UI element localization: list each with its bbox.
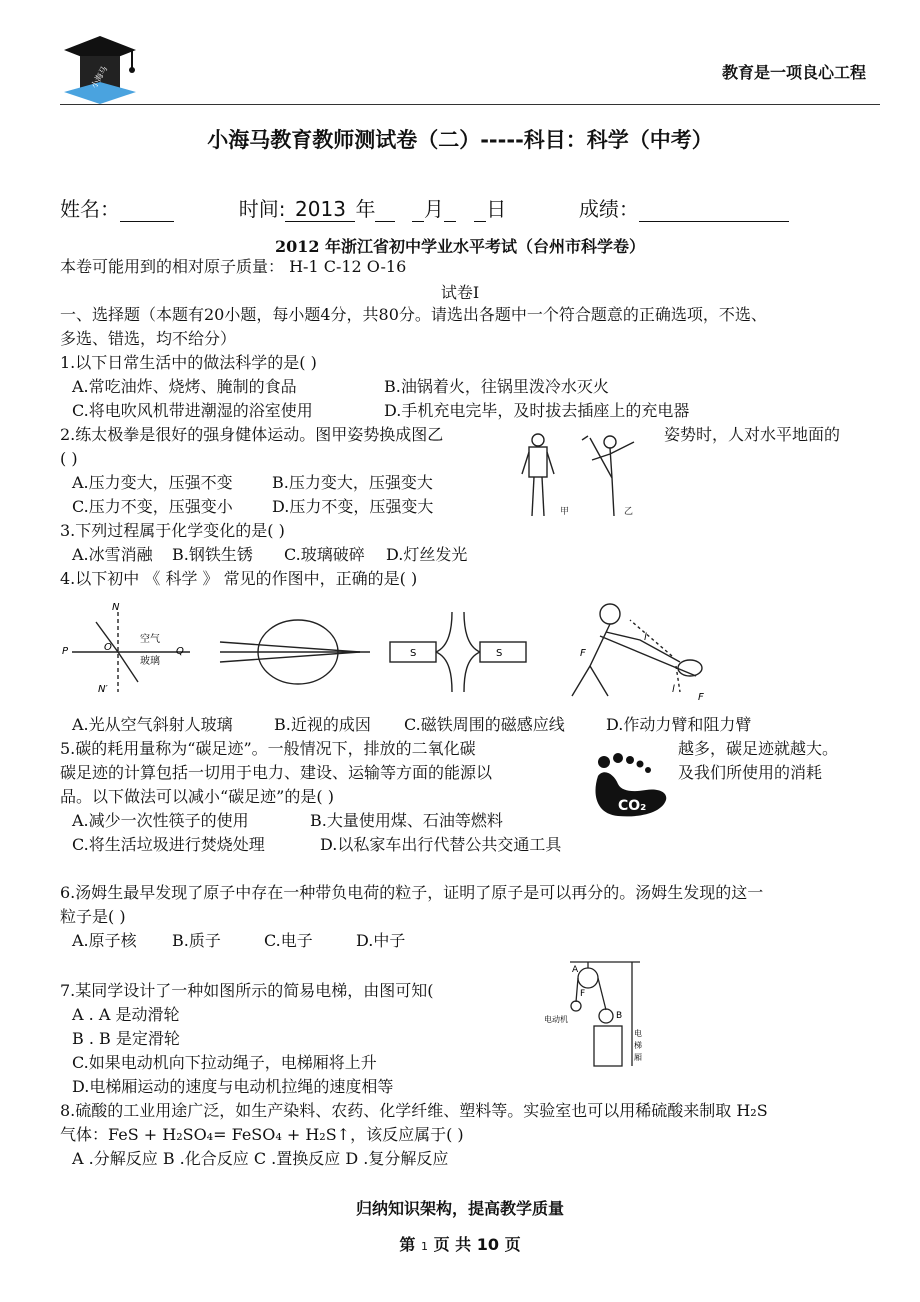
exam-subtitle: 2012 年浙江省初中学业水平考试（台州市科学卷） [274, 237, 646, 256]
q4-option-d[interactable]: D.作动力臂和阻力臂 [606, 715, 752, 734]
section1-instructions-cont: 多选、错选，均不给分） [60, 329, 237, 348]
q5-stem-2-cont: 及我们所使用的消耗 [678, 763, 823, 782]
name-label: 姓名： [60, 197, 120, 221]
page-prefix: 第 [399, 1235, 416, 1254]
q2-option-d[interactable]: D.压力不变，压强变大 [272, 497, 434, 516]
q4-fig-air: 空气 [140, 634, 160, 645]
q2-option-a[interactable]: A.压力变大，压强不变 [72, 473, 233, 492]
q6-option-b[interactable]: B.质子 [172, 931, 221, 950]
q2-figure [512, 430, 652, 530]
q7-fig-cabin-3: 厢 [634, 1053, 642, 1062]
q7-fig-motor: 电动机 [544, 1015, 568, 1024]
q4-fig-s2: S [496, 648, 503, 659]
q7-fig-f: F [580, 989, 586, 999]
q5-option-b[interactable]: B.大量使用煤、石油等燃料 [310, 811, 503, 830]
score-label: 成绩： [578, 197, 639, 221]
q4-fig-n: N [112, 602, 120, 613]
q1-option-b[interactable]: B.油锅着火，往锅里泼冷水灭火 [384, 377, 609, 396]
logo [60, 32, 140, 110]
page-number [0, 1232, 920, 1255]
q4-option-b[interactable]: B.近视的成因 [274, 715, 371, 734]
q4-fig-o: O [104, 642, 112, 653]
q2-stem: 2.练太极拳是很好的强身健体运动。图甲姿势换成图乙 [60, 425, 444, 444]
year-field[interactable]: 2013 [285, 197, 355, 222]
month-label: 月 [423, 197, 444, 221]
year-label: 年 [355, 197, 376, 221]
q4-fig-p: P [62, 646, 69, 657]
info-row [60, 193, 789, 222]
q1-option-c[interactable]: C.将电吹风机带进潮湿的浴室使用 [72, 401, 313, 420]
q2-option-b[interactable]: B.压力变大，压强变大 [272, 473, 433, 492]
q8-equation: 气体：FeS + H₂SO₄= FeSO₄ + H₂S↑，该反应属于( ) [60, 1125, 464, 1144]
page-mid: 页 共 [433, 1235, 472, 1254]
q4-fig-n2: N′ [98, 684, 108, 695]
q5-stem-cont: 越多，碳足迹就越大。 [678, 739, 839, 758]
q6-stem: 6.汤姆生最早发现了原子中存在一种带负电荷的粒子，证明了原子是可以再分的。汤姆生发现的这一 [60, 883, 764, 902]
score-field[interactable] [639, 197, 789, 222]
footprint-label: CO₂ [618, 798, 647, 814]
q7-option-d[interactable]: D.电梯厢运动的速度与电动机拉绳的速度相等 [72, 1077, 394, 1096]
q7-stem: 7.某同学设计了一种如图所示的简易电梯，由图可知( [60, 981, 434, 1000]
q6-stem-cont: 粒子是( ) [60, 907, 126, 926]
q3-option-c[interactable]: C.玻璃破碎 [284, 545, 365, 564]
q1-stem: 1.以下日常生活中的做法科学的是( ) [60, 353, 317, 372]
q7-option-a[interactable]: A . A 是动滑轮 [72, 1005, 180, 1024]
page-total: 10 [476, 1235, 499, 1254]
page-suffix: 页 [504, 1235, 521, 1254]
q6-option-d[interactable]: D.中子 [356, 931, 406, 950]
q4-figures [60, 596, 720, 710]
q4-fig-l2: l [672, 684, 675, 695]
section1-instructions: 一、选择题（本题有20小题，每小题4分，共80分。请选出各题中一个符合题意的正确选项，不选、 [60, 305, 767, 324]
q5-stem-3: 品。以下做法可以减小“碳足迹”的是( ) [60, 787, 334, 806]
q4-fig-l1: l [644, 632, 647, 643]
footprint-icon [582, 748, 674, 828]
name-field[interactable] [120, 197, 174, 222]
q1-option-a[interactable]: A.常吃油炸、烧烤、腌制的食品 [72, 377, 297, 396]
q4-fig-q: Q [176, 646, 184, 657]
q2-stem-cont: 姿势时，人对水平地面的 [664, 425, 841, 444]
day-blank[interactable] [474, 197, 486, 222]
q4-option-a[interactable]: A.光从空气斜射人玻璃 [72, 715, 233, 734]
q4-stem: 4.以下初中 《 科学 》 常见的作图中，正确的是( ) [60, 569, 418, 588]
month-blank[interactable] [412, 197, 424, 222]
q2-fig-label-1: 甲 [560, 507, 570, 517]
q1-option-d[interactable]: D.手机充电完毕，及时拔去插座上的充电器 [384, 401, 690, 420]
q8-options[interactable]: A .分解反应 B .化合反应 C .置换反应 D .复分解反应 [72, 1149, 449, 1168]
q3-option-d[interactable]: D.灯丝发光 [386, 545, 468, 564]
paper-label: 试卷Ⅰ [440, 283, 480, 302]
q7-fig-cabin-2: 梯 [634, 1041, 642, 1050]
q2-paren: ( ) [60, 449, 78, 468]
atomic-mass: 本卷可能用到的相对原子质量： H-1 C-12 O-16 [60, 257, 407, 276]
q3-stem: 3.下列过程属于化学变化的是( ) [60, 521, 285, 540]
q8-stem: 8.硫酸的工业用途广泛，如生产染料、农药、化学纤维、塑料等。实验室也可以用稀硫酸来制取 H₂S [60, 1101, 768, 1120]
q4-option-c[interactable]: C.磁铁周围的磁感应线 [404, 715, 565, 734]
page-title: 小海马教育教师测试卷（二）-----科目：科学（中考） [207, 128, 713, 152]
logo-text: 小海马 [89, 64, 110, 90]
month-field[interactable] [375, 197, 395, 222]
q7-fig-cabin-1: 电 [634, 1029, 642, 1038]
q4-fig-f2: F [698, 692, 704, 703]
q5-stem-2: 碳足迹的计算包括一切用于电力、建设、运输等方面的能源以 [60, 763, 493, 782]
q6-option-c[interactable]: C.电子 [264, 931, 313, 950]
q7-option-c[interactable]: C.如果电动机向下拉动绳子，电梯厢将上升 [72, 1053, 377, 1072]
q4-fig-glass: 玻璃 [140, 656, 160, 667]
footer-slogan: 归纳知识架构，提高教学质量 [355, 1199, 564, 1218]
header-motto: 教育是一项良心工程 [721, 63, 866, 82]
page-current: 1 [421, 1240, 428, 1253]
header-divider [60, 104, 880, 105]
q5-option-c[interactable]: C.将生活垃圾进行焚烧处理 [72, 835, 265, 854]
q7-fig-a: A [572, 965, 579, 975]
q3-option-b[interactable]: B.钢铁生锈 [172, 545, 253, 564]
day-label: 日 [486, 197, 507, 221]
q5-stem: 5.碳的耗用量称为“碳足迹”。一般情况下，排放的二氧化碳 [60, 739, 476, 758]
time-label: 时间: [238, 197, 286, 221]
day-field[interactable] [444, 197, 456, 222]
q4-fig-f1: F [580, 648, 586, 659]
q4-fig-s1: S [410, 648, 417, 659]
q5-option-a[interactable]: A.减少一次性筷子的使用 [72, 811, 249, 830]
q2-fig-label-2: 乙 [624, 507, 634, 517]
q7-fig-b: B [616, 1011, 623, 1021]
q3-option-a[interactable]: A.冰雪消融 [72, 545, 153, 564]
q5-option-d[interactable]: D.以私家车出行代替公共交通工具 [320, 835, 562, 854]
q2-option-c[interactable]: C.压力不变，压强变小 [72, 497, 233, 516]
q7-option-b[interactable]: B . B 是定滑轮 [72, 1029, 180, 1048]
q7-elevator-figure [540, 958, 652, 1072]
q6-option-a[interactable]: A.原子核 [72, 931, 137, 950]
